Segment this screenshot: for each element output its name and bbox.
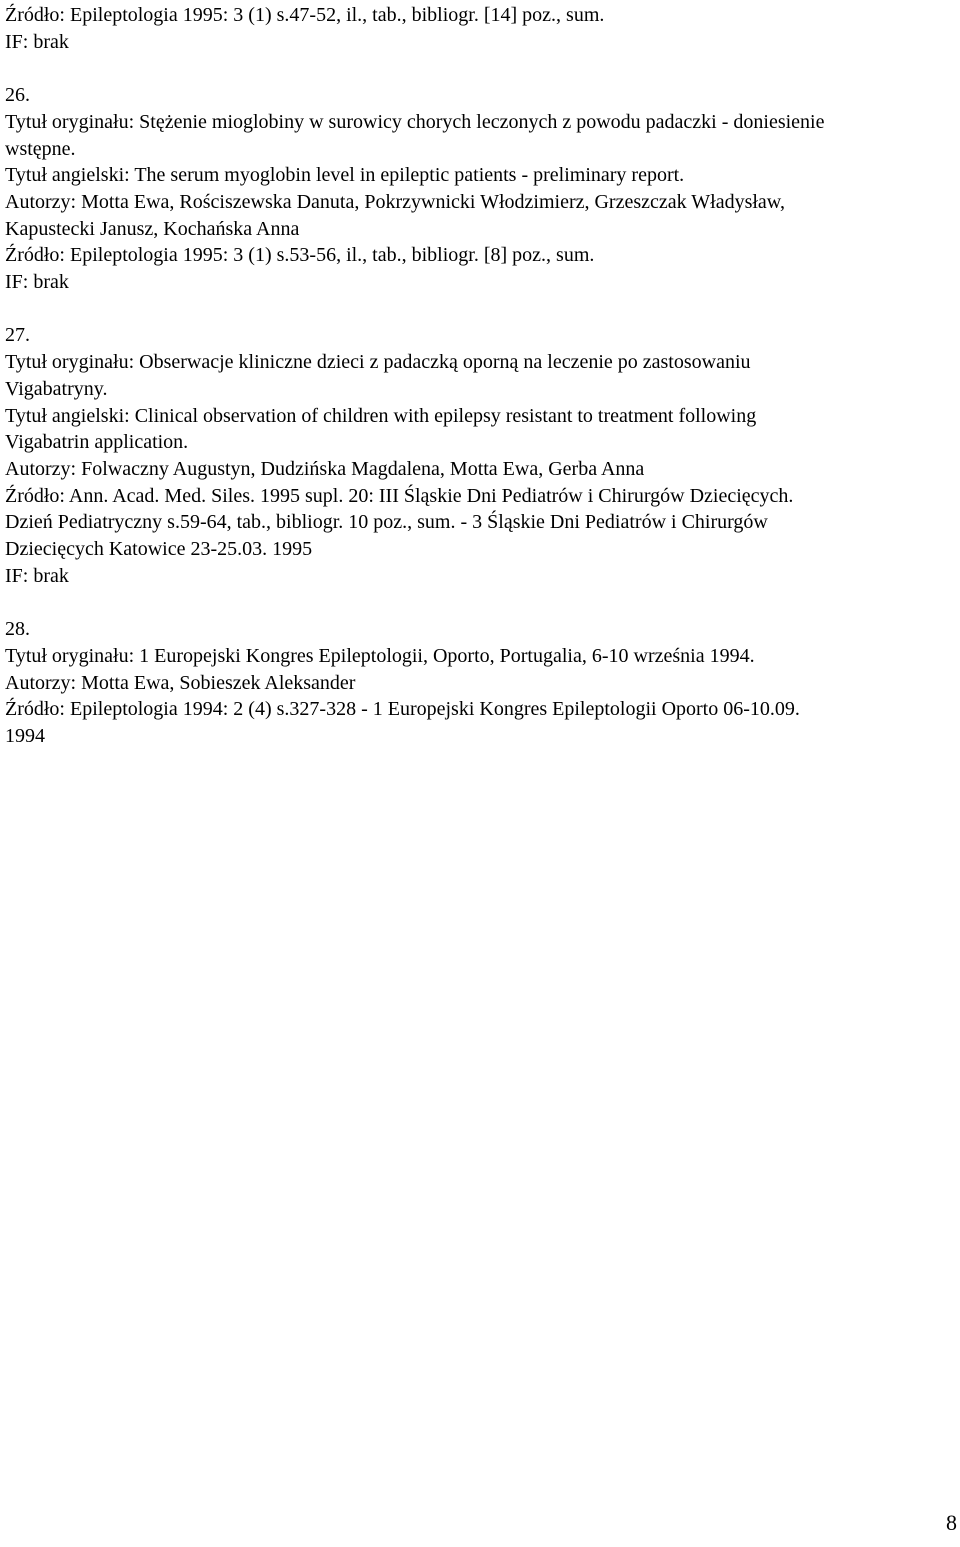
- source-line: Źródło: Ann. Acad. Med. Siles. 1995 supl. 20: III Śląskie Dni Pediatrów i Chirurgów Dziecięcych.: [5, 484, 794, 507]
- authors-cont: Kapustecki Janusz, Kochańska Anna: [5, 217, 300, 240]
- original-title: Tytuł oryginału: 1 Europejski Kongres Epileptologii, Oporto, Portugalia, 6-10 września 1994.: [5, 644, 755, 667]
- page-number: 8: [946, 1510, 957, 1535]
- authors: Autorzy: Folwaczny Augustyn, Dudzińska Magdalena, Motta Ewa, Gerba Anna: [5, 457, 645, 480]
- original-title: Tytuł oryginału: Obserwacje kliniczne dzieci z padaczką oporną na leczenie po zastosowaniu: [5, 351, 751, 374]
- english-title: Tytuł angielski: The serum myoglobin level in epileptic patients - preliminary report.: [5, 164, 685, 187]
- entry-number: 27.: [5, 324, 30, 347]
- entry-number: 26.: [5, 84, 30, 107]
- entry-26: [5, 82, 955, 296]
- original-title: Tytuł oryginału: Stężenie mioglobiny w surowicy chorych leczonych z powodu padaczki - doniesienie: [5, 110, 825, 133]
- impact-factor-line: IF: brak: [5, 30, 69, 53]
- impact-factor-line: IF: brak: [5, 271, 69, 294]
- source-line-cont: Dziecięcych Katowice 23-25.03. 1995: [5, 538, 313, 561]
- entry-27: [5, 322, 955, 589]
- source-line: Źródło: Epileptologia 1995: 3 (1) s.47-52, il., tab., bibliogr. [14] poz., sum.: [5, 4, 605, 26]
- original-title-cont: Vigabatryny.: [5, 377, 108, 400]
- spacer: [5, 296, 955, 323]
- impact-factor-line: IF: brak: [5, 564, 69, 587]
- original-title-cont: wstępne.: [5, 137, 76, 160]
- source-line: Źródło: Epileptologia 1994: 2 (4) s.327-328 - 1 Europejski Kongres Epileptologii Oporto 06-10.09.: [5, 698, 800, 721]
- english-title-cont: Vigabatrin application.: [5, 431, 189, 454]
- source-line: Źródło: Epileptologia 1995: 3 (1) s.53-56, il., tab., bibliogr. [8] poz., sum.: [5, 244, 595, 267]
- entry-number: 28.: [5, 618, 30, 641]
- english-title: Tytuł angielski: Clinical observation of children with epilepsy resistant to treatment following: [5, 404, 757, 427]
- source-line-cont: 1994: [5, 724, 45, 747]
- authors: Autorzy: Motta Ewa, Sobieszek Aleksander: [5, 671, 356, 694]
- spacer: [5, 55, 955, 82]
- spacer: [5, 589, 955, 616]
- authors: Autorzy: Motta Ewa, Rościszewska Danuta, Pokrzywnicki Włodzimierz, Grzeszczak Władysław,: [5, 190, 785, 213]
- document-body: [5, 2, 955, 750]
- source-line-cont: Dzień Pediatryczny s.59-64, tab., bibliogr. 10 poz., sum. - 3 Śląskie Dni Pediatrów i Chirurgów: [5, 511, 768, 534]
- entry-28: [5, 616, 955, 750]
